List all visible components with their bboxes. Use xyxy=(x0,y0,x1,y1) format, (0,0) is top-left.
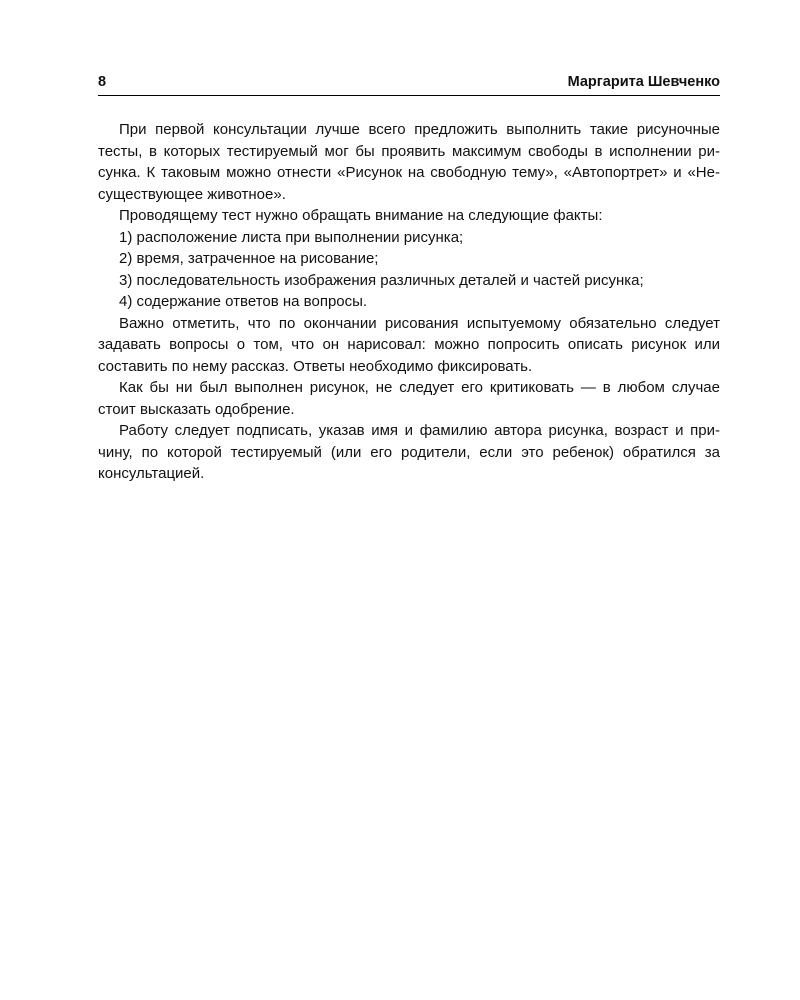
paragraph: Проводящему тест нужно обращать внимание на следующие факты: xyxy=(119,207,603,224)
page-body xyxy=(98,119,720,485)
list-item: 2) время, затраченное на рисование; xyxy=(119,250,379,267)
paragraph: Как бы ни был выполнен рисунок, не следует его критиковать — в любом случае стоит высказать одобрение. xyxy=(98,379,720,418)
running-head-author: Маргарита Шевченко xyxy=(567,74,720,90)
paragraph: При первой консультации лучше всего предложить выполнить такие рисуночные тесты, в которых тестируемый мог бы проявить максимум свободы в исполнении рисунка. К таковым можно отнести «Рисунок на свободную тему», «Автопортрет» и «Несуществующее животное». xyxy=(98,121,720,203)
paragraph: Работу следует подписать, указав имя и фамилию автора рисунка, возраст и причину, по которой тестируемый (или его родители, если это ребенок) обратился за консультацией. xyxy=(98,422,720,482)
list-item: 3) последовательность изображения различных деталей и частей рисунка; xyxy=(119,271,644,289)
page-number: 8 xyxy=(98,74,107,90)
list-item: 4) содержание ответов на вопросы. xyxy=(119,293,368,310)
page-header xyxy=(98,73,720,96)
list-item: 1) расположение листа при выполнении рисунка; xyxy=(119,228,464,246)
paragraph: Важно отметить, что по окончании рисования испытуемому обязательно следует задавать вопросы о том, что он нарисовал: можно попросить описать рисунок или составить по нему рассказ. Ответы необходимо фиксировать. xyxy=(98,314,720,375)
